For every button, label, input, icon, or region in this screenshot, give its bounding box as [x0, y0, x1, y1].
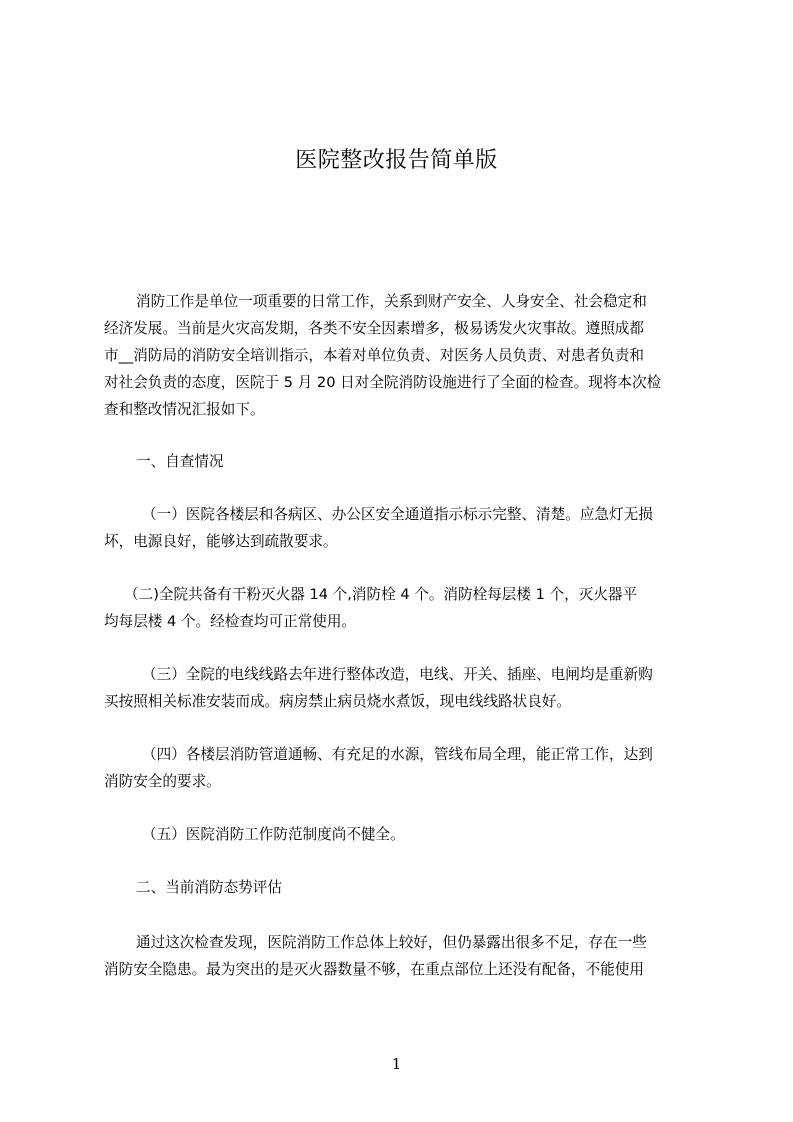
item-line: （二)全院共备有干粉灭火器 14 个,消防栓 4 个。消防栓每层楼 1 个，灭火器平: [124, 586, 638, 603]
item-line: 均每层楼 4 个。经检查均可正常使用。: [104, 613, 357, 630]
assessment-line: 通过这次检查发现，医院消防工作总体上较好，但仍暴露出很多不足，存在一些: [136, 934, 647, 951]
item-line: 买按照相关标准安装而成。病房禁止病员烧水煮饭，现电线线路状良好。: [104, 693, 572, 710]
section-heading-assessment: 二、当前消防态势评估: [136, 879, 282, 896]
intro-line: 查和整改情况汇报如下。: [104, 401, 265, 418]
item-line: 坏，电源良好，能够达到疏散要求。: [104, 533, 338, 550]
intro-line: 经济发展。当前是火灾高发期，各类不安全因素增多，极易诱发火灾事故。遵照成都: [104, 320, 644, 337]
item-3-paragraph: [104, 661, 700, 715]
assessment-line: 消防安全隐患。最为突出的是灭火器数量不够，在重点部位上还没有配备，不能使用: [104, 961, 644, 978]
item-1-paragraph: [104, 501, 700, 555]
item-line: （五）医院消防工作防范制度尚不健全。: [142, 826, 405, 843]
item-2-paragraph: [104, 581, 700, 635]
document-title: 医院整改报告简单版: [295, 148, 498, 173]
section-heading-self-check: 一、自查情况: [136, 453, 224, 470]
assessment-paragraph: [104, 929, 700, 983]
item-4-paragraph: [104, 741, 700, 795]
intro-line: 消防工作是单位一项重要的日常工作，关系到财产安全、人身安全、社会稳定和: [136, 293, 647, 310]
intro-paragraph: [104, 288, 700, 423]
item-line: 消防安全的要求。: [104, 773, 221, 790]
intro-line: 市__消防局的消防安全培训指示，本着对单位负责、对医务人员负责、对患者负责和: [104, 347, 644, 364]
item-line: （三）全院的电线线路去年进行整体改造，电线、开关、插座、电闸均是重新购: [142, 666, 653, 683]
item-line: （四）各楼层消防管道通畅、有充足的水源，管线布局全理，能正常工作，达到: [142, 746, 653, 763]
item-line: （一）医院各楼层和各病区、办公区安全通道指示标示完整、清楚。应急灯无损: [142, 506, 653, 523]
page-number: 1: [391, 1055, 402, 1073]
item-5-paragraph: [104, 821, 700, 848]
intro-line: 对社会负责的态度，医院于 5 月 20 日对全院消防设施进行了全面的检查。现将本次检: [104, 374, 662, 391]
